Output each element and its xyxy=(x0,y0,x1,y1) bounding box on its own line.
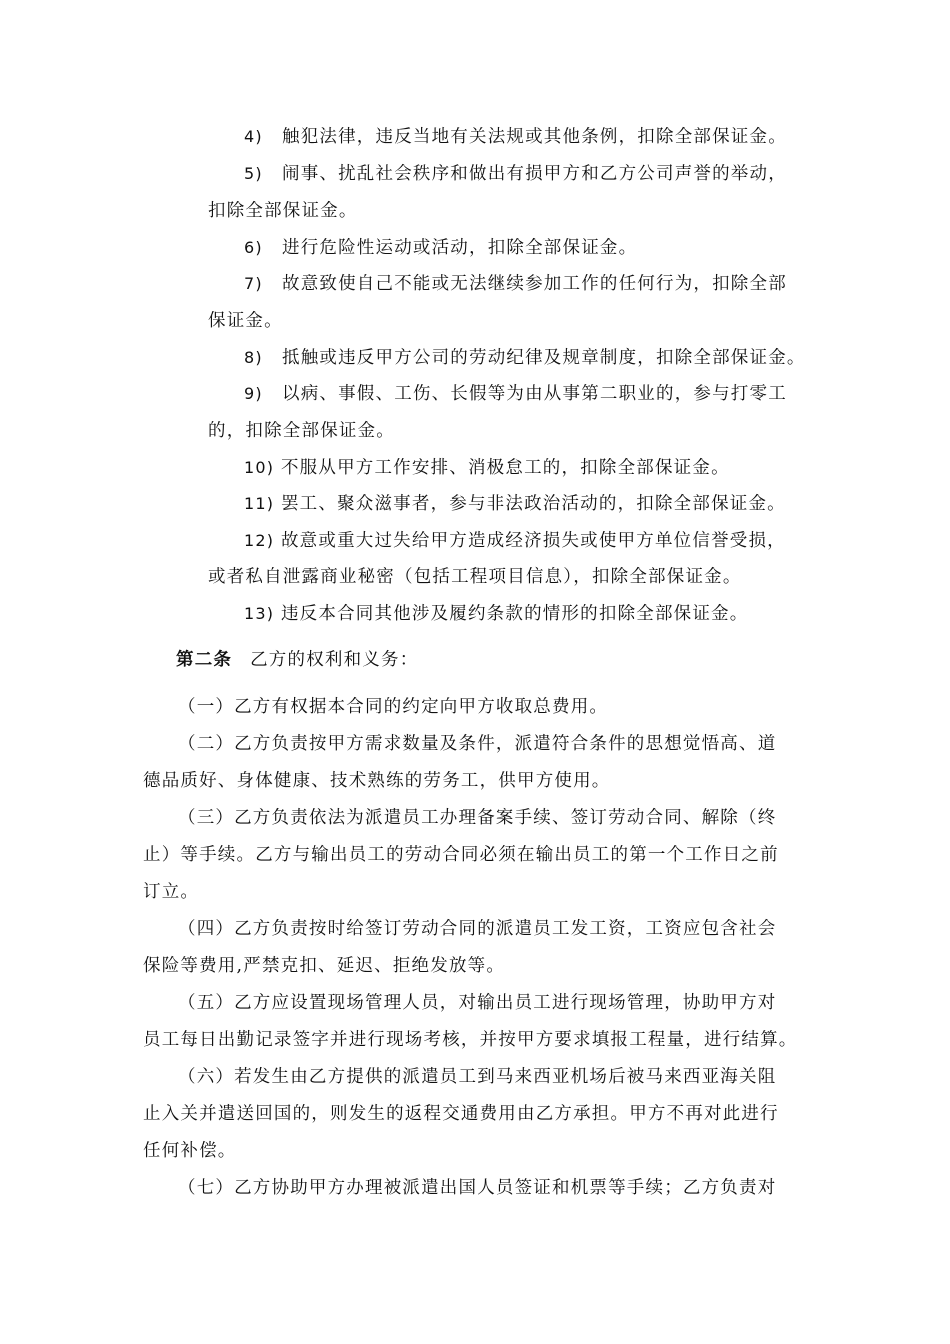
paragraph-line: 任何补偿。 xyxy=(143,1141,237,1161)
list-item xyxy=(244,125,787,149)
list-item xyxy=(244,602,748,626)
item-text: 进行危险性运动或活动，扣除全部保证金。 xyxy=(282,238,638,258)
item-text: 闹事、扰乱社会秩序和做出有损甲方和乙方公司声誉的举动， xyxy=(282,164,787,184)
paragraph-line: （四）乙方负责按时给签订劳动合同的派遣员工发工资，工资应包含社会 xyxy=(178,919,777,939)
item-text: 不服从甲方工作安排、消极怠工的，扣除全部保证金。 xyxy=(280,458,730,478)
list-item xyxy=(244,236,637,260)
list-item xyxy=(244,382,787,406)
item-number: 4) xyxy=(244,127,263,146)
list-item xyxy=(244,492,786,516)
paragraph-line: 德品质好、身体健康、技术熟练的劳务工，供甲方使用。 xyxy=(143,771,611,791)
paragraph-line: （六）若发生由乙方提供的派遣员工到马来西亚机场后被马来西亚海关阻 xyxy=(178,1067,777,1087)
paragraph-line: （二）乙方负责按甲方需求数量及条件，派遣符合条件的思想觉悟高、道 xyxy=(178,734,777,754)
paragraph-line: （三）乙方负责依法为派遣员工办理备案手续、签订劳动合同、解除（终 xyxy=(178,808,777,828)
item-text: 罢工、聚众滋事者，参与非法政治活动的，扣除全部保证金。 xyxy=(280,494,786,514)
item-number: 12) xyxy=(244,531,275,550)
item-number: 7) xyxy=(244,274,263,293)
list-item xyxy=(244,162,787,186)
paragraph-line: （七）乙方协助甲方办理被派遣出国人员签证和机票等手续；乙方负责对 xyxy=(178,1178,777,1198)
item-text: 触犯法律，违反当地有关法规或其他条例，扣除全部保证金。 xyxy=(282,127,787,147)
item-number: 10) xyxy=(244,458,275,477)
paragraph-line: （五）乙方应设置现场管理人员，对输出员工进行现场管理，协助甲方对 xyxy=(178,993,777,1013)
item-text: 违反本合同其他涉及履约条款的情形的扣除全部保证金。 xyxy=(280,604,749,624)
item-text: 故意致使自己不能或无法继续参加工作的任何行为，扣除全部 xyxy=(282,274,787,294)
paragraph-line: 止入关并遣送回国的，则发生的返程交通费用由乙方承担。甲方不再对此进行 xyxy=(143,1104,779,1124)
item-number: 9) xyxy=(244,384,263,403)
list-item xyxy=(244,272,787,296)
list-item xyxy=(244,456,730,480)
item-continuation: 或者私自泄露商业秘密（包括工程项目信息），扣除全部保证金。 xyxy=(208,567,742,587)
paragraph-line: 止）等手续。乙方与输出员工的劳动合同必须在输出员工的第一个工作日之前 xyxy=(143,845,779,865)
item-continuation: 保证金。 xyxy=(208,311,283,331)
item-number: 5) xyxy=(244,164,263,183)
item-continuation: 的，扣除全部保证金。 xyxy=(208,421,395,441)
item-number: 6) xyxy=(244,238,263,257)
item-text: 抵触或违反甲方公司的劳动纪律及规章制度，扣除全部保证金。 xyxy=(282,348,806,368)
article-title: 乙方的权利和义务： xyxy=(250,650,419,670)
paragraph-line: 订立。 xyxy=(143,882,200,902)
paragraph-line: 员工每日出勤记录签字并进行现场考核，并按甲方要求填报工程量，进行结算。 xyxy=(143,1030,798,1050)
item-number: 11) xyxy=(244,494,275,513)
paragraph-line: （一）乙方有权据本合同的约定向甲方收取总费用。 xyxy=(178,697,609,717)
paragraph-line: 保险等费用,严禁克扣、延迟、拒绝发放等。 xyxy=(143,956,506,976)
article-heading xyxy=(176,648,418,672)
item-text: 以病、事假、工伤、长假等为由从事第二职业的，参与打零工 xyxy=(282,384,787,404)
list-item xyxy=(244,346,806,370)
list-item xyxy=(244,529,786,553)
item-number: 8) xyxy=(244,348,263,367)
item-text: 故意或重大过失给甲方造成经济损失或使甲方单位信誉受损， xyxy=(280,531,786,551)
item-continuation: 扣除全部保证金。 xyxy=(208,201,358,221)
article-label: 第二条 xyxy=(176,650,233,670)
item-number: 13) xyxy=(244,604,275,623)
